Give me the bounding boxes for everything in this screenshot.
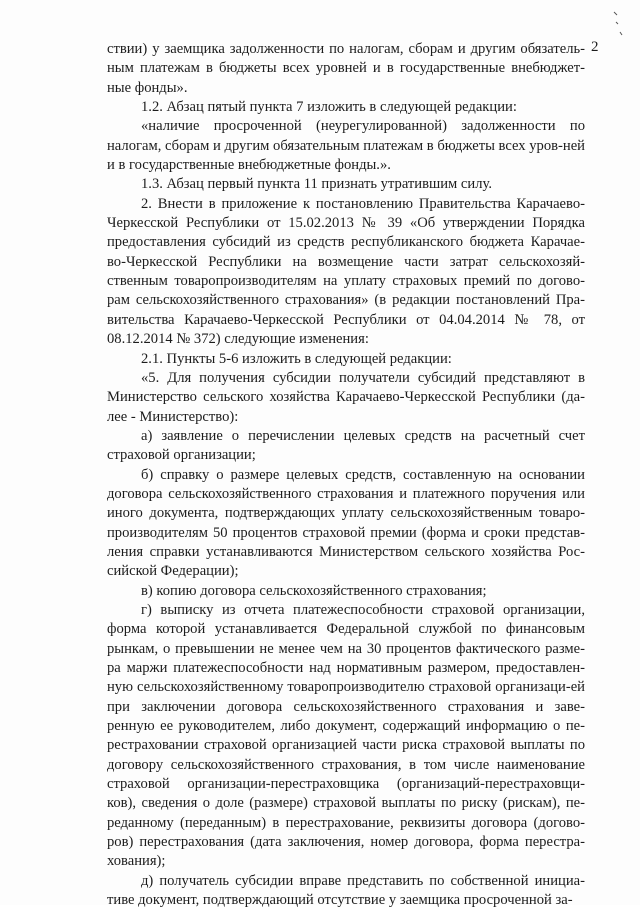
paragraph-p-5: «5. Для получения субсидии получатели субсидий представляют в Министерство сельского хозяйства Карачаево-Черкесской Республики (да-лее - Министерство):: [107, 369, 585, 425]
paragraph-p-1-2: 1.2. Абзац пятый пункта 7 изложить в следующей редакции:: [141, 99, 517, 116]
page-number: 2: [591, 39, 599, 55]
document-body: [107, 40, 585, 910]
paragraph-p-b: б) справку о размере целевых средств, составленную на основании договора сельскохозяйственного страхования и платежного поручения или иного документа, подтверждающих уплату сельскохозяйственным товаро-производителям 50 процентов страховой премии (форма и сроки представ-ления справки устанавливаются Министерством сельского хозяйства Рос-сийской Федерации);: [107, 466, 585, 580]
paragraph-p-quote-1: «наличие просроченной (неурегулированной) задолженности по налогам, сборам и другим обязательным платежам в бюджеты всех уров-ней и в государственные внебюджетные фонды.».: [107, 118, 585, 174]
paragraph-p-g: г) выписку из отчета платежеспособности страховой организации, форма которой устанавливается Федеральной службой по финансовым рынкам, о превышении не менее чем на 30 процентов фактического разме-ра маржи платежеспособности над нормативным размером, предоставлен-ную сельскохозяйственному товаропроизводителю страховой организаци-ей при заключении договора сельскохозяйственного страхования и заве-ренную ее руководителем, либо документ, содержащий информацию о пе-рестраховании страховой организацией части риска страховой выплаты по договору сельскохозяйственного страхования, в том числе наименование страховой организации-перестраховщика (организаций-перестраховщи-ков), сведения о доле (размере) страховой выплаты по риску (рискам), пе-реданному (переданным) в перестрахование, реквизиты договора (догово-ров) перестрахования (дата заключения, номер договора, форма перестра-хования);: [107, 601, 585, 870]
paragraph-p-v: в) копию договора сельскохозяйственного страхования;: [141, 582, 487, 599]
paragraph-p-d: д) получатель субсидии вправе представить по собственной инициа-тиве документ, подтверждающий отсутствие у заемщика просроченной за-: [107, 872, 585, 909]
scan-mark-icon: [608, 4, 628, 44]
paragraph-p-cont-1: ствии) у заемщика задолженности по налогам, сборам и другим обязатель-ным платежам в бюджеты всех уровней и в государственные внебюджет-ные фонды».: [107, 41, 585, 96]
paragraph-p-a: а) заявление о перечислении целевых средств на расчетный счет страховой организации;: [107, 427, 585, 464]
paragraph-p-1-3: 1.3. Абзац первый пункта 11 признать утратившим силу.: [141, 176, 492, 193]
paragraph-p-2-1: 2.1. Пункты 5-6 изложить в следующей редакции:: [141, 350, 452, 367]
paragraph-p-2: 2. Внести в приложение к постановлению Правительства Карачаево-Черкесской Республики от 15.02.2013 № 39 «Об утверждении Порядка предоставления субсидий из средств республиканского бюджета Карачае-во-Черкесской Республики на возмещение части затрат сельскохозяй-ственным товаропроизводителям на уплату страховых премий по догово-рам сельскохозяйственного страхования» (в редакции постановлений Пра-вительства Карачаево-Черкесской Республики от 04.04.2014 № 78, от 08.12.2014 № 372) следующие изменения:: [107, 195, 585, 348]
